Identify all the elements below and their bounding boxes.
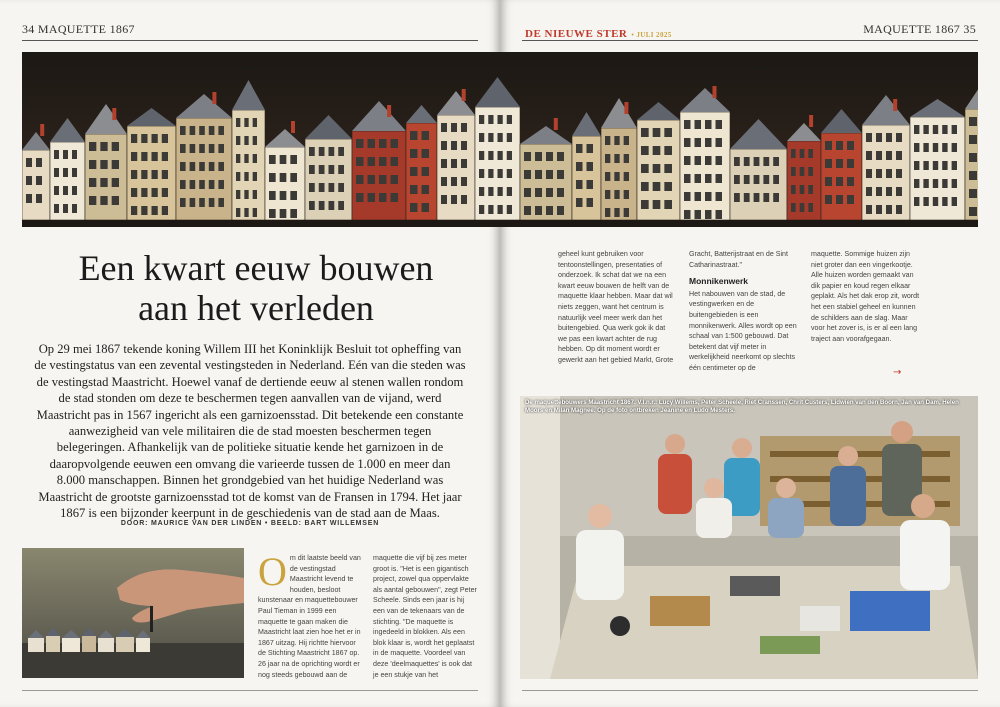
magazine-date: • JULI 2025 [631,31,672,39]
header-rule-right [522,40,978,41]
column-1-text: m dit laatste beeld van de vestingstad Maastricht levend te houden, besloot kunstenaar en maquettebouwer Paul Tieman in 1999 een maquette te gaan maken die Maastricht laat zien hoe het er in 1867 uitzag. Hij richtte hiervoor de Stichting Maastricht 1867 op. 26 jaar na de oprichting wordt er nog steeds gebouwd aan de [258,554,361,679]
magazine-name: DE NIEUWE STER [525,28,628,40]
left-folio: 34 MAQUETTE 1867 [22,22,135,36]
byline: DOOR: MAURICE VAN DER LINDEN • BEELD: BART WILLEMSEN [120,520,380,527]
section-subhead: Monnikenwerk [689,276,749,287]
body-column-3: geheel kunt gebruiken voor tentoonstellingen, presentaties of onderzoek. Ik schat dat we na een kwart eeuw bouwen de helft van de maquette klaar hebben. Maar dat wil niets zeggen, want het centrum is natuurlijk veel meer werk dan het buitengebied. Qua werk gok ik dat we pas een kwart achter de rug hebben. Op dit moment wordt er gewerkt aan het gebied Markt, Grote [558,250,674,364]
intro-paragraph: Op 29 mei 1867 tekende koning Willem III het Koninklijk Besluit tot opheffing van de vestingstatus van een zevental vestingsteden in Nederland. Eén van die steden was de vestingstad Maastricht. Hoewel vanaf de dertiende eeuw al stenen wallen rondom de stad stonden om deze te beschermen tegen aanvallen van de vijand, werd Maastricht pas in 1567 ingericht als een garnizoensstad. Dit betekende een constante aanwezigheid van vele militairen die de stad moesten beschermen tegen belegeringen. Afhankelijk van de politieke situatie kende het garnizoen in de daaropvolgende eeuwen een omvang die varieerde tussen de 1.000 en meer dan 8.000 manschappen. Binnen het grondgebied van het huidige Nederland was Maastricht de grootste garnizoensstad tot de komst van de Fransen in 1794. Het jaar 1867 is een bijzonder keerpunt in de geschiedenis van de stad aan de Maas. [34,342,466,521]
body-column-5: maquette. Sommige huizen zijn niet groter dan een vingerkootje. Alle huizen worden gemaakt van dik papier en koud regen elkaar geplakt. Als het dak erop zit, wordt het een stabiel geheel en kunnen de schilders aan de slag. Maar voor het zover is, is er al een lang traject aan voorafgegaan. [811,250,920,343]
column-4-text: Het nabouwen van de stad, de vestingwerken en de buitengebieden is een monnikenwerk. Alles wordt op een schaal van 1:500 gebouwd. Dat betekent dat vijf meter in werkelijkheid neerkomt op slechts één centimeter op de [689,289,797,372]
right-folio: MAQUETTE 1867 35 [863,22,976,36]
group-photo-caption: De maquettebouwers Maastricht 1867. V.l.n.r.: Lucy Willems, Peter Scheele, Riet Cranssen, Chrit Custers, Lidwien van den Boorn, Jan van Dam, Helen Moors en Milan Magnee. Op de foto ontbreken Jeanine en Ludo Mesters. [525,399,959,415]
banner-houses-illustration [22,52,978,227]
title-line-1: Een kwart eeuw bouwen [78,248,434,288]
model-detail-photo [22,548,244,678]
drop-cap: O [258,549,287,594]
article-title [36,248,476,328]
body-column-2: maquette die vijf bij zes meter groot is. "Het is een gigantisch project, zowel qua oppervlakte als aantal gebouwen", zegt Peter Scheele. Sinds een jaar is hij een van de tekenaars van de stichting. "De maquette is ingedeeld in blokken. Als een blok klaar is, wordt het geplaatst in de maquette. Voordeel van deze 'deelmaquettes' is ook dat je een stukje van het [373,554,477,679]
body-column-4 [689,249,799,374]
model-houses-banner-photo [22,52,978,227]
header-rule-left [22,40,478,41]
model-builders-group-photo [520,396,978,679]
title-line-2: aan het verleden [138,288,374,328]
continue-arrow-icon: → [893,367,902,378]
body-column-1 [258,549,361,680]
footer-rule-left [22,690,478,691]
column-4-top-text: Gracht, Batterijstraat en de Sint Catharinastraat." [689,250,788,269]
footer-rule-right [522,690,978,691]
